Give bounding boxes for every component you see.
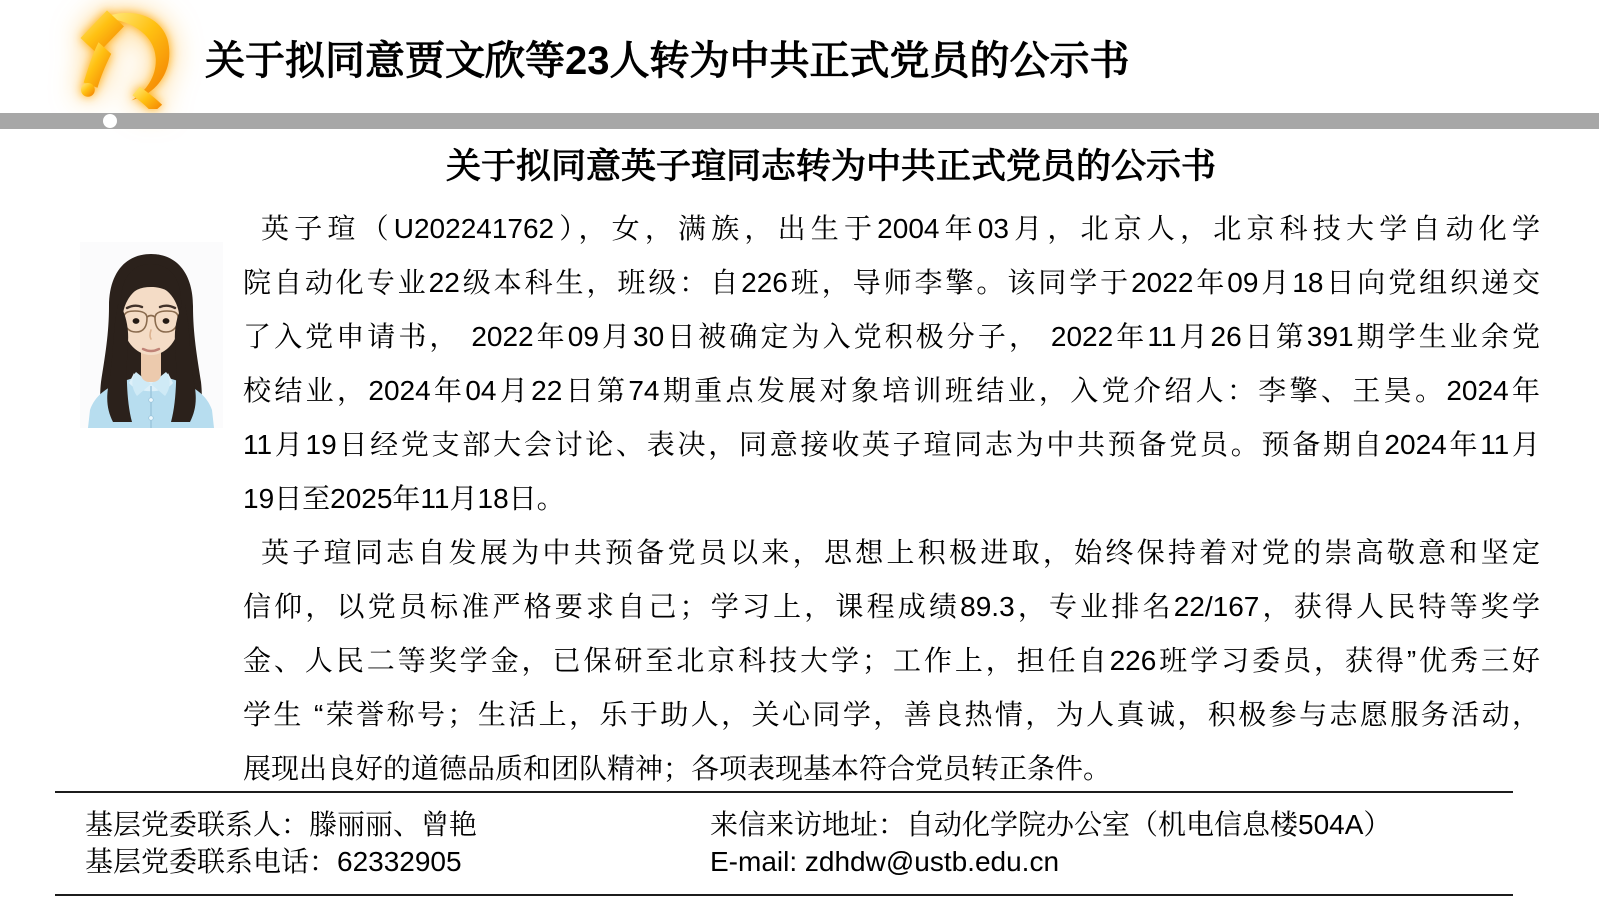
footer-contact-right [710,806,1391,880]
paragraph-line: 金、人民二等奖学金，已保研至北京科技大学；工作上，担任自226班学习委员，获得”优秀三好 [243,645,1540,676]
divider-dot [103,114,117,128]
paragraph-line: 19日至2025年11月18日。 [243,483,565,514]
paragraph-line: 院自动化专业22级本科生，班级：自226班，导师李擎。该同学于2022年09月18日向党组织递交 [243,267,1540,298]
header-title: 关于拟同意贾文欣等23人转为中共正式党员的公示书 [205,39,1130,83]
paragraph-1 [243,202,1540,526]
email-address: E-mail: zdhdw@ustb.edu.cn [710,846,1060,877]
footer-contact-left [85,806,477,880]
paragraph-line: 校结业，2024年04月22日第74期重点发展对象培训班结业，入党介绍人：李擎、王昊。2024年 [243,375,1540,406]
page-header [0,0,1599,113]
paragraph-line: 展现出良好的道德品质和团队精神；各项表现基本符合党员转正条件。 [243,753,1112,784]
paragraph-line: 英子瑄（U202241762），女，满族，出生于2004年03月，北京人，北京科技大学自动化学 [261,213,1540,244]
paragraph-line: 11月19日经党支部大会讨论、表决，同意接收英子瑄同志为中共预备党员。预备期自2024年11月 [243,429,1540,460]
header-divider-bar [0,113,1599,129]
bottom-border-line [55,894,1513,896]
paragraph-line: 信仰，以党员标准严格要求自己；学习上，课程成绩89.3，专业排名22/167，获得人民特等奖学 [243,591,1540,622]
paragraph-line: 学生 “荣誉称号；生活上，乐于助人，关心同学，善良热情，为人真诚，积极参与志愿服务活动， [243,699,1540,730]
portrait-photo [80,242,223,428]
paragraph-line: 英子瑄同志自发展为中共预备党员以来，思想上积极进取，始终保持着对党的崇高敬意和坚定 [261,537,1540,568]
paragraph-2 [243,526,1540,796]
party-emblem-icon [70,3,180,109]
paragraph-line: 了入党申请书， 2022年09月30日被确定为入党积极分子， 2022年11月26日第391期学生业余党 [243,321,1540,352]
notice-paragraphs [243,202,1540,796]
contact-person: 基层党委联系人：滕丽丽、曾艳 [85,809,478,840]
notice-title: 关于拟同意英子瑄同志转为中共正式党员的公示书 [445,147,1216,186]
contact-phone: 基层党委联系电话：62332905 [85,846,462,877]
footer-divider-line [55,791,1513,793]
visit-address: 来信来访地址：自动化学院办公室（机电信息楼504A） [710,809,1392,840]
